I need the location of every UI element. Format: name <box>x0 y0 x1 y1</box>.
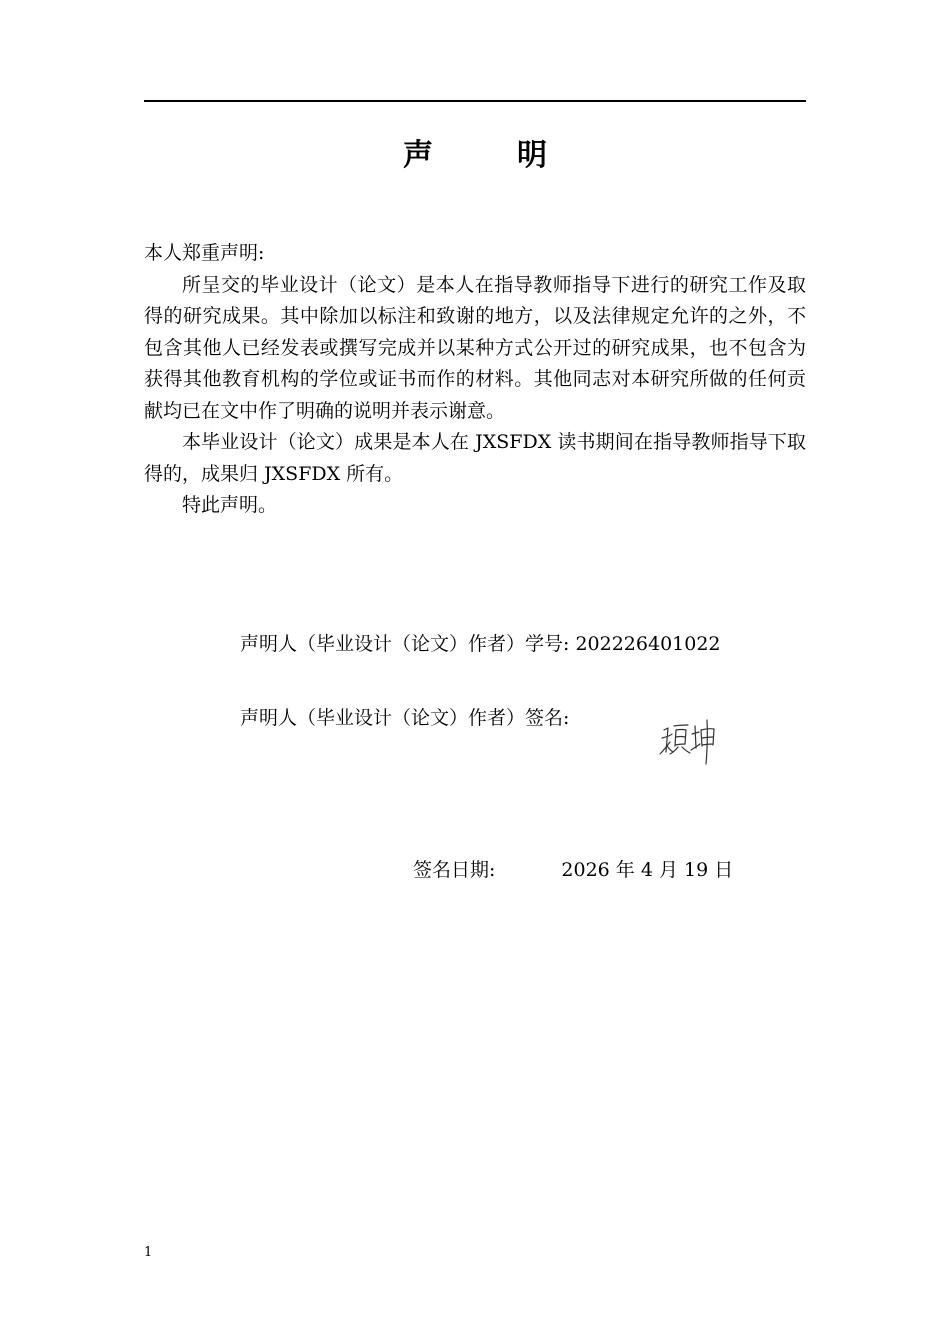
declaration-opening: 本人郑重声明: <box>144 242 265 264</box>
page-number: 1 <box>144 1245 153 1260</box>
page-title <box>144 136 806 176</box>
sign-date-value: 2026 年 4 月 19 日 <box>561 859 734 881</box>
sign-date-label: 签名日期: <box>413 859 496 881</box>
title-char-1: 声 <box>403 138 433 173</box>
student-id-label: 声明人（毕业设计（论文）作者）学号: <box>240 633 570 655</box>
declaration-closing: 特此声明。 <box>182 494 278 516</box>
student-id-line <box>240 628 721 660</box>
sign-date-line <box>413 854 733 886</box>
student-id-value: 202226401022 <box>575 633 721 655</box>
declaration-body <box>144 238 806 522</box>
title-char-2: 明 <box>517 138 547 173</box>
declaration-paragraph-1: 所呈交的毕业设计（论文）是本人在指导教师指导下进行的研究工作及取得的研究成果。其中除加以标注和致谢的地方，以及法律规定允许的之外，不包含其他人已经发表或撰写完成并以某种方式公开过的研究成果，也不包含为获得其他教育机构的学位或证书而作的材料。其他同志对本研究所做的任何贡献均已在文中作了明确的说明并表示谢意。 <box>144 273 806 422</box>
signature-label: 声明人（毕业设计（论文）作者）签名: <box>240 707 570 729</box>
declaration-paragraph-2: 本毕业设计（论文）成果是本人在 JXSFDX 读书期间在指导教师指导下取得的，成果归 JXSFDX 所有。 <box>144 431 806 485</box>
header-rule <box>144 100 806 102</box>
signature-line <box>240 702 569 734</box>
handwritten-signature <box>658 716 722 768</box>
